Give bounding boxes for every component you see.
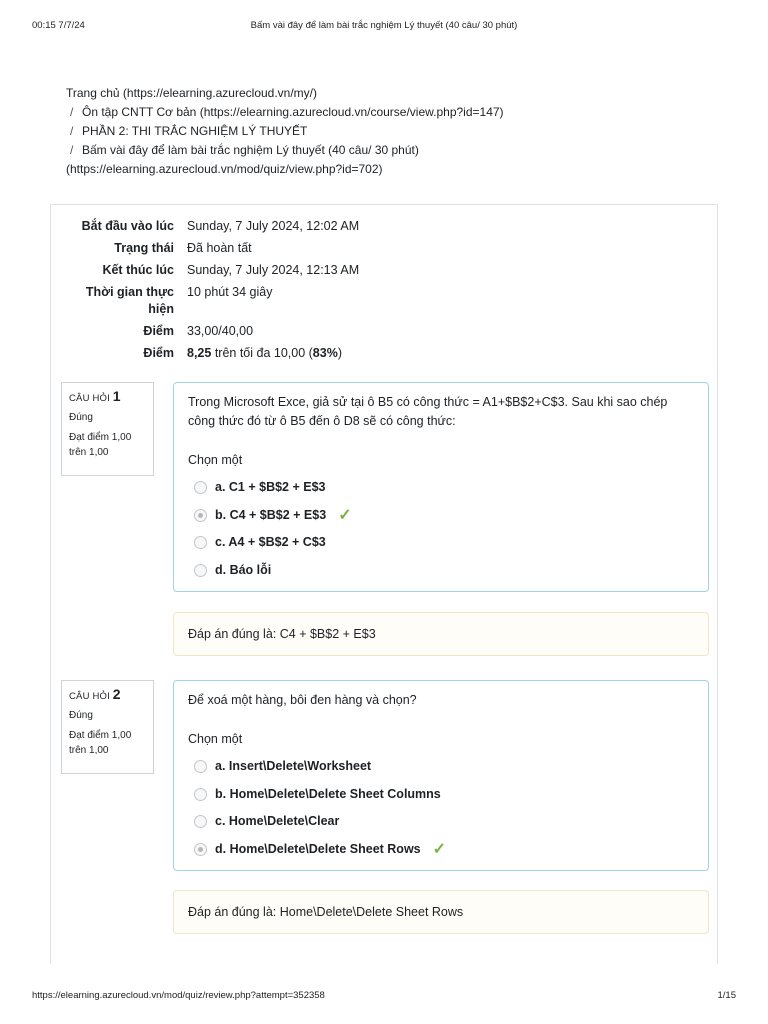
radio-button[interactable] [194, 815, 207, 828]
attempt-summary [60, 218, 620, 367]
summary-row-grade [60, 345, 620, 362]
breadcrumb-course[interactable]: / Ôn tập CNTT Cơ bản (https://elearning.azurecloud.vn/course/view.php?id=147) [66, 103, 706, 122]
summary-row-time-taken [60, 284, 620, 318]
correct-check-icon: ✓ [338, 506, 352, 524]
question-text: Trong Microsoft Exce, giả sử tại ô B5 có công thức = A1+$B$2+C$3. Sau khi sao chép công thức đó từ ô B5 đến ô D8 sẽ có công thức: [188, 395, 668, 428]
summary-label: Điểm [143, 346, 174, 360]
question-label: CÂU HỎI [69, 691, 110, 702]
radio-button[interactable] [194, 760, 207, 773]
radio-button-checked[interactable] [194, 843, 207, 856]
radio-button[interactable] [194, 481, 207, 494]
print-header [32, 20, 736, 34]
breadcrumb-separator: / [70, 143, 74, 157]
question-marks: Đạt điểm 1,00 trên 1,00 [69, 432, 132, 458]
question-state: Đúng [69, 710, 93, 721]
question-marks: Đạt điểm 1,00 trên 1,00 [69, 730, 132, 756]
question-content [173, 382, 709, 592]
summary-row-completed [60, 262, 620, 279]
question-content [173, 680, 709, 871]
question-info [61, 680, 154, 774]
answer-option[interactable]: d. Báo lỗi [188, 557, 694, 585]
summary-row-state [60, 240, 620, 257]
summary-value: 33,00/40,00 [187, 324, 254, 338]
breadcrumb-quiz[interactable]: / Bấm vài đây để làm bài trắc nghiệm Lý thuyết (40 câu/ 30 phút) [66, 141, 706, 160]
breadcrumb [66, 84, 706, 179]
summary-label: Trạng thái [114, 241, 174, 255]
summary-row-started [60, 218, 620, 235]
radio-button-checked[interactable] [194, 509, 207, 522]
question-text: Để xoá một hàng, bôi đen hàng và chọn? [188, 693, 417, 707]
radio-button[interactable] [194, 564, 207, 577]
summary-row-marks [60, 323, 620, 340]
question-label: CÂU HỎI [69, 393, 110, 404]
breadcrumb-home[interactable]: Trang chủ (https://elearning.azurecloud.vn/my/) [66, 86, 318, 100]
breadcrumb-separator: / [70, 124, 74, 138]
answer-option[interactable]: a. Insert\Delete\Worksheet [188, 753, 694, 781]
answer-option-selected[interactable]: b. C4 + $B$2 + E$3 ✓ [188, 502, 694, 530]
radio-button[interactable] [194, 788, 207, 801]
question-number: 1 [112, 388, 121, 404]
summary-label: Bắt đầu vào lúc [81, 219, 174, 233]
answer-prompt: Chọn một [188, 732, 243, 746]
print-timestamp: 00:15 7/7/24 [32, 20, 85, 31]
right-answer-feedback: Đáp án đúng là: C4 + $B$2 + E$3 [173, 612, 709, 656]
grade-percent: 83% [312, 346, 338, 360]
summary-value: Đã hoàn tất [187, 241, 252, 255]
print-url: https://elearning.azurecloud.vn/mod/quiz/review.php?attempt=352358 [32, 990, 325, 1001]
breadcrumb-separator: / [70, 105, 74, 119]
page-number: 1/15 [717, 990, 736, 1001]
answer-option[interactable]: a. C1 + $B$2 + E$3 [188, 474, 694, 502]
summary-label: Điểm [143, 324, 174, 338]
breadcrumb-quiz-url[interactable]: (https://elearning.azurecloud.vn/mod/quiz/view.php?id=702) [66, 162, 383, 176]
answer-option[interactable]: c. A4 + $B$2 + C$3 [188, 529, 694, 557]
summary-label: Kết thúc lúc [102, 263, 174, 277]
question-info [61, 382, 154, 476]
summary-value: Sunday, 7 July 2024, 12:13 AM [187, 263, 360, 277]
radio-button[interactable] [194, 536, 207, 549]
question-state: Đúng [69, 412, 93, 423]
answer-option[interactable]: c. Home\Delete\Clear [188, 808, 694, 836]
summary-label: Thời gian thực hiện [85, 285, 174, 316]
breadcrumb-section[interactable]: / PHẦN 2: THI TRẮC NGHIỆM LÝ THUYẾT [66, 122, 706, 141]
answer-prompt: Chọn một [188, 453, 243, 467]
correct-check-icon: ✓ [432, 840, 447, 858]
print-title: Bấm vài đây để làm bài trắc nghiệm Lý thuyết (40 câu/ 30 phút) [250, 20, 518, 31]
answer-option[interactable]: b. Home\Delete\Delete Sheet Columns [188, 781, 694, 809]
summary-value: Sunday, 7 July 2024, 12:02 AM [187, 219, 360, 233]
grade-score: 8,25 [187, 346, 212, 360]
print-footer [32, 990, 736, 1004]
summary-value: 8,25 trên tối đa 10,00 (83%) [187, 346, 342, 360]
summary-value: 10 phút 34 giây [187, 285, 273, 299]
answer-option-selected[interactable]: d. Home\Delete\Delete Sheet Rows ✓ [188, 836, 694, 864]
question-number: 2 [112, 686, 121, 702]
right-answer-feedback: Đáp án đúng là: Home\Delete\Delete Sheet Rows [173, 890, 709, 934]
